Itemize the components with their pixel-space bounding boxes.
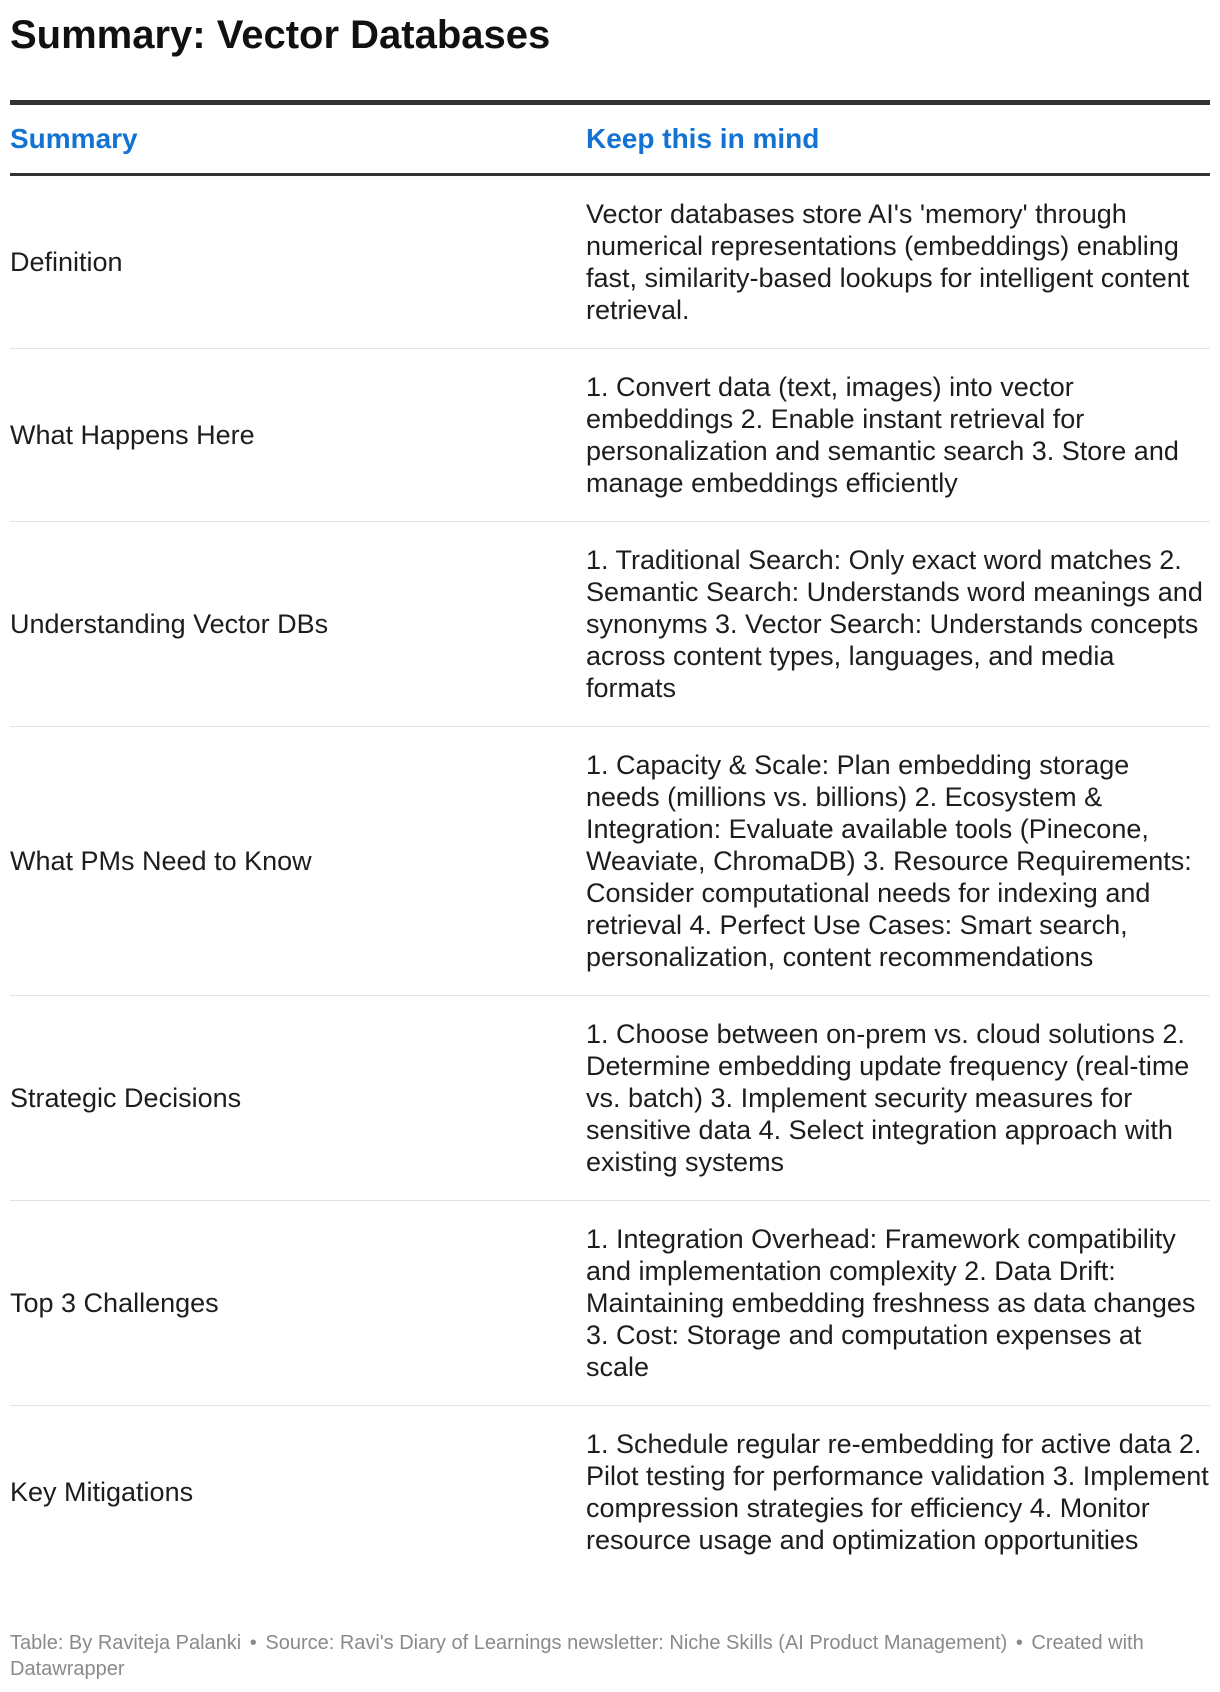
column-header-keep-in-mind: Keep this in mind <box>586 103 1210 175</box>
page-title: Summary: Vector Databases <box>10 13 551 57</box>
table-header-row <box>10 103 1210 175</box>
summary-table <box>10 100 1210 1578</box>
row-text: 1. Choose between on-prem vs. cloud solutions 2. Determine embedding update frequency (real-time vs. batch) 3. Implement security measures for sensitive data 4. Select integration approach with existing systems <box>586 996 1210 1201</box>
footer-source: Source: Ravi's Diary of Learnings newsletter: Niche Skills (AI Product Management) <box>265 1632 1008 1654</box>
row-label: Strategic Decisions <box>10 996 586 1201</box>
column-header-summary: Summary <box>10 103 586 175</box>
table-row <box>10 1201 1210 1406</box>
row-label: Top 3 Challenges <box>10 1201 586 1406</box>
row-label: What Happens Here <box>10 349 586 522</box>
row-text: 1. Integration Overhead: Framework compatibility and implementation complexity 2. Data Drift: Maintaining embedding freshness as data changes 3. Cost: Storage and computation expenses at scale <box>586 1201 1210 1406</box>
footer-separator: • <box>1015 1632 1023 1654</box>
footer-separator: • <box>249 1632 257 1654</box>
row-label: Definition <box>10 175 586 349</box>
footer-byline: Table: By Raviteja Palanki <box>10 1632 242 1654</box>
table-row <box>10 349 1210 522</box>
row-text: 1. Traditional Search: Only exact word matches 2. Semantic Search: Understands word meanings and synonyms 3. Vector Search: Understands concepts across content types, languages, and media formats <box>586 522 1210 727</box>
table-row <box>10 175 1210 349</box>
row-text: 1. Capacity & Scale: Plan embedding storage needs (millions vs. billions) 2. Ecosystem & Integration: Evaluate available tools (Pinecone, Weaviate, ChromaDB) 3. Resource Requirements: Consider computational needs for indexing and retrieval 4. Perfect Use Cases: Smart search, personalization, content recommendations <box>586 727 1210 996</box>
table-row <box>10 727 1210 996</box>
table-row <box>10 996 1210 1201</box>
row-label: Key Mitigations <box>10 1477 194 1507</box>
table-footer <box>10 1630 1210 1682</box>
row-text: 1. Convert data (text, images) into vector embeddings 2. Enable instant retrieval for personalization and semantic search 3. Store and manage embeddings efficiently <box>586 349 1210 522</box>
row-label: Understanding Vector DBs <box>10 522 586 727</box>
table-row <box>10 1406 1210 1579</box>
table-row <box>10 522 1210 727</box>
row-text: Vector databases store AI's 'memory' through numerical representations (embeddings) enabling fast, similarity-based lookups for intelligent content retrieval. <box>586 175 1210 349</box>
footer-created-with: Created with Datawrapper <box>10 1632 1144 1680</box>
row-text: 1. Schedule regular re-embedding for active data 2. Pilot testing for performance validation 3. Implement compression strategies for efficiency 4. Monitor resource usage and optimization opportunities <box>586 1429 1209 1555</box>
row-label: What PMs Need to Know <box>10 727 586 996</box>
